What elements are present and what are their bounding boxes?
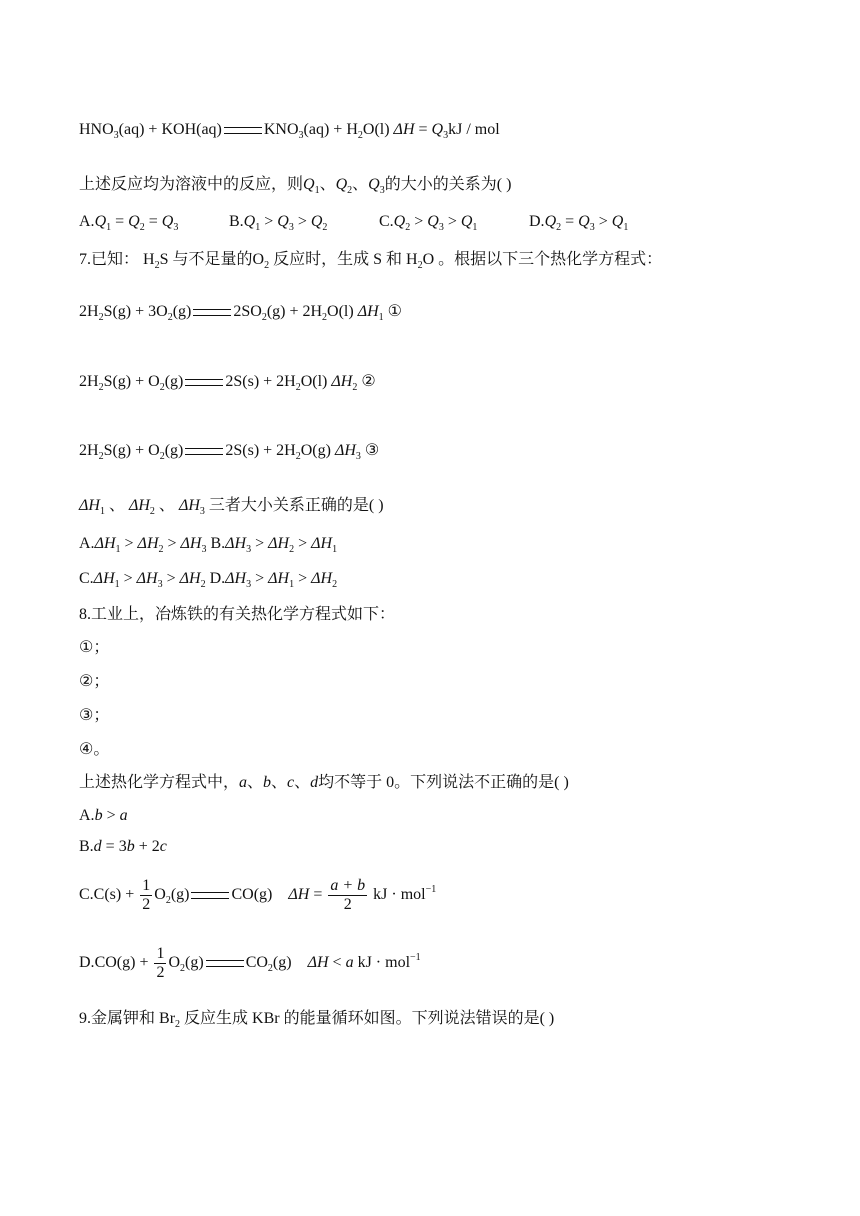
q6-stem: 上述反应均为溶液中的反应，则$Q_1$、$Q_2$、$Q_3$的大小的关系为( ) (79, 176, 512, 196)
q7-equation-2: $2H_2S(g) + O_2(g) 2S(s) + 2H_2O(l)$ $\Delta H_2$ ② (79, 373, 376, 393)
q8-option-a: A.b > a (79, 807, 128, 824)
fraction-half: $\frac{1}{2}$ (156, 944, 165, 981)
q6-option-d: $D.Q_2 = Q_3 > Q_1$ (529, 213, 629, 233)
fraction-half: $\frac{1}{2}$ (142, 876, 151, 913)
q7-equation-1: $2H_2S(g) + 3O_2(g) 2SO_2(g) + 2H_2O(l)$ $\Delta H_1$ ① (79, 303, 402, 323)
q8-item-3: ③； (79, 707, 110, 724)
q8-stem: 8.工业上，冶炼铁的有关热化学方程式如下： (79, 606, 396, 623)
q7-ask: $\Delta H_1$ 、 $\Delta H_2$ 、 $\Delta H_3$ 三者大小关系正确的是( ) (79, 497, 384, 517)
q7-option-b: $B.\Delta H_3 > \Delta H_2 > \Delta H_1$ (210, 535, 338, 555)
fraction-a-plus-b: $\frac{a + b}{2}$ (330, 876, 366, 913)
q8-option-b: B.d = 3b + 2c (79, 838, 167, 855)
q8-item-4: ④。 (79, 741, 110, 758)
q7-options-cd (79, 569, 337, 589)
q6-option-b: $B.Q_1 > Q_3 > Q_2$ (229, 213, 328, 233)
q7-option-d: $D.\Delta H_3 > \Delta H_1 > \Delta H_2$ (209, 570, 338, 590)
q7-options-ab (79, 534, 337, 554)
q6-equation-3: $HNO_3(aq) + KOH(aq) KNO_3(aq) + H_2O(l) \Delta H = Q_3kJ$ / mol (79, 121, 500, 141)
q8-option-c: C.C(s) + $\frac{1}{2}$ $O_2(g)$ CO(g) ΔH = $\frac{a + b}{2}$ kJ · mol$^{-1}$ (79, 876, 437, 913)
q8-stem-2: 上述热化学方程式中，a、b、c、d均不等于 0。下列说法不正确的是( ) (79, 774, 569, 791)
q7-option-c: $C.\Delta H_1 > \Delta H_3 > \Delta H_2$ (79, 570, 206, 590)
q8-option-d: D.CO(g) + $\frac{1}{2}$ $O_2(g)$ $CO_2(g)$ ΔH < a kJ · mol$^{-1}$ (79, 944, 421, 981)
q9-stem: 9.金属钾和 $Br_2$ 反应生成 KBr 的能量循环如图。下列说法错误的是( ) (79, 1010, 555, 1030)
q8-item-1: ①； (79, 639, 110, 656)
q7-equation-3: $2H_2S(g) + O_2(g) 2S(s) + 2H_2O(g)$ $\Delta H_3$ ③ (79, 442, 380, 462)
q6-options (79, 212, 628, 232)
q7-option-a: $A.\Delta H_1 > \Delta H_2 > \Delta H_3$ (79, 535, 207, 555)
q8-item-2: ②； (79, 673, 110, 690)
q6-option-c: $C.Q_2 > Q_3 > Q_1$ (379, 213, 478, 233)
q7-stem: 7.已知： $H_2S$ 与不足量的$O_2$ 反应时，生成 S 和 $H_2O$ 。根据以下三个热化学方程式： (79, 251, 663, 271)
q6-option-a: $A.Q_1 = Q_2 = Q_3$ (79, 213, 179, 233)
